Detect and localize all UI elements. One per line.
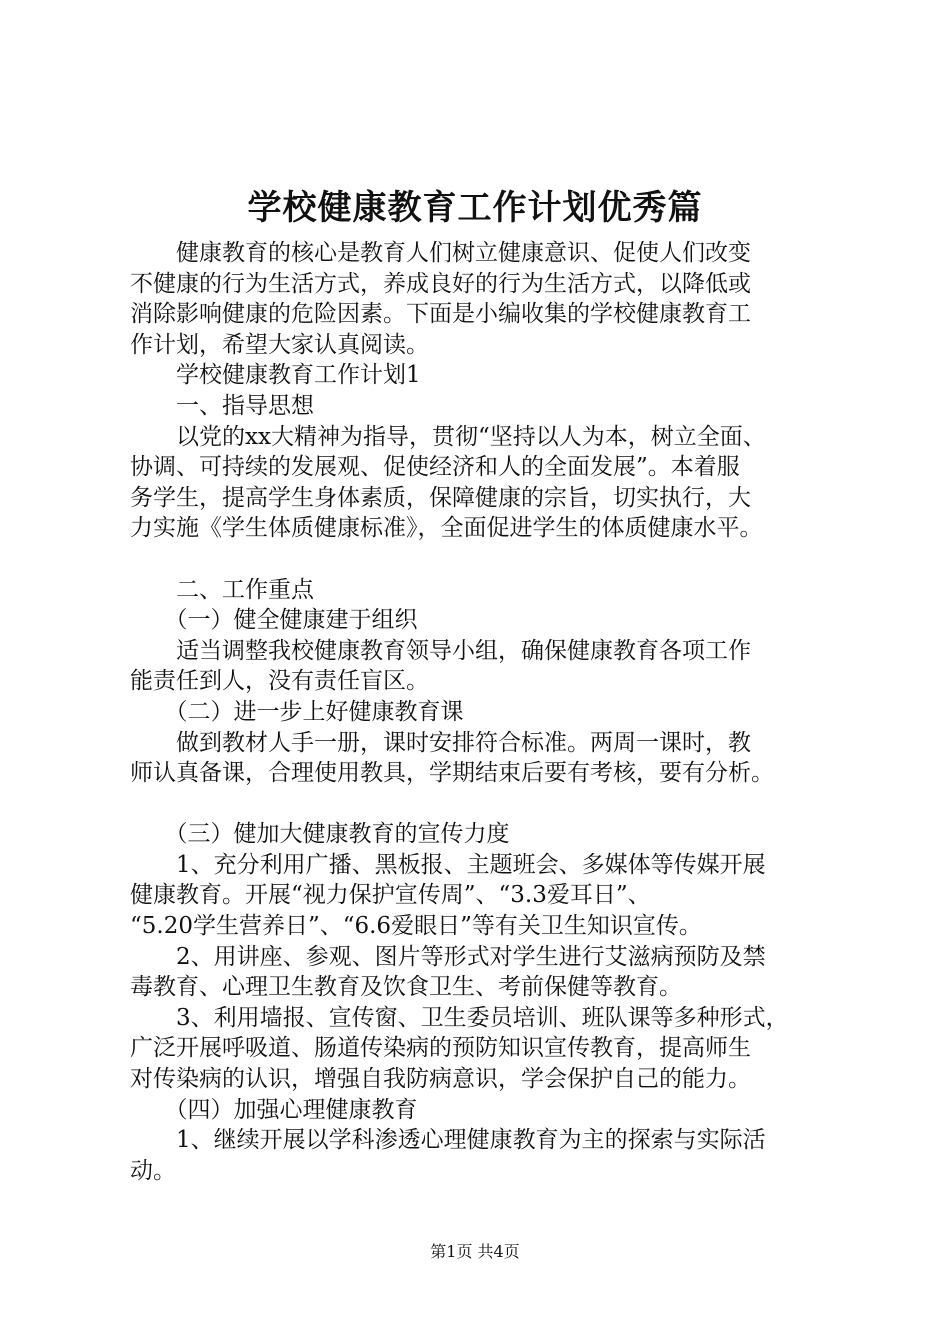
text-line: 动。 [130, 1157, 176, 1184]
section-heading-work-focus: 二、工作重点 [130, 576, 314, 603]
text-line: 消除影响健康的危险因素。下面是小编收集的学校健康教育工 [130, 301, 751, 328]
text-line: 毒教育、心理卫生教育及饮食卫生、考前保健等教育。 [130, 974, 682, 1001]
text-line: 以党的xx大精神为指导，贯彻“坚持以人为本，树立全面、 [130, 423, 766, 450]
text-line: 作计划，希望大家认真阅读。 [130, 331, 429, 358]
document-body [130, 238, 850, 1186]
text-line: 不健康的行为生活方式，养成良好的行为生活方式，以降低或 [130, 270, 751, 297]
subsection-heading-4: （四）加强心理健康教育 [130, 1096, 418, 1123]
text-line: “5.20学生营养日”、“6.6爱眼日”等有关卫生知识宣传。 [130, 913, 702, 940]
text-line: 能责任到人，没有责任盲区。 [130, 668, 429, 695]
subsection-heading-1: （一）健全健康建于组织 [130, 607, 418, 634]
text-line: 对传染病的认识，增强自我防病意识，学会保护自己的能力。 [130, 1066, 751, 1093]
text-line: 健康教育。开展“视力保护宣传周”、“3.3爱耳日”、 [130, 882, 651, 909]
document-title: 学校健康教育工作计划优秀篇 [247, 188, 703, 228]
subsection-heading-2: （二）进一步上好健康教育课 [130, 698, 464, 725]
text-line: 健康教育的核心是教育人们树立健康意识、促使人们改变 [130, 240, 751, 266]
text-line: 师认真备课，合理使用教具，学期结束后要有考核，要有分析。 [130, 760, 774, 787]
text-line: 广泛开展呼吸道、肠道传染病的预防知识宣传教育，提高师生 [130, 1035, 751, 1062]
page-number-footer: 第1页 共4页 [430, 1242, 520, 1261]
blank-line [130, 544, 850, 575]
subsection-heading-3: （三）健加大健康教育的宣传力度 [130, 821, 510, 848]
text-line: 1、继续开展以学科渗透心理健康教育为主的探索与实际活 [130, 1127, 766, 1154]
text-line: 协调、可持续的发展观、促使经济和人的全面发展”。本着服 [130, 454, 740, 481]
text-line: 3、利用墙报、宣传窗、卫生委员培训、班队课等多种形式， [130, 1004, 789, 1031]
text-line: 力实施《学生体质健康标准》，全面促进学生的体质健康水平。 [130, 515, 763, 542]
blank-line [130, 789, 850, 820]
text-line: 1、充分利用广播、黑板报、主题班会、多媒体等传媒开展 [130, 851, 766, 878]
text-line: 适当调整我校健康教育领导小组，确保健康教育各项工作 [130, 637, 751, 664]
text-line: 做到教材人手一册，课时安排符合标准。两周一课时，教 [130, 729, 751, 756]
section-heading-guiding-thought: 一、指导思想 [130, 392, 314, 419]
section-heading-plan-1: 学校健康教育工作计划1 [130, 362, 421, 389]
text-line: 2、用讲座、参观、图片等形式对学生进行艾滋病预防及禁 [130, 943, 766, 970]
text-line: 务学生，提高学生身体素质，保障健康的宗旨，切实执行，大 [130, 484, 751, 511]
